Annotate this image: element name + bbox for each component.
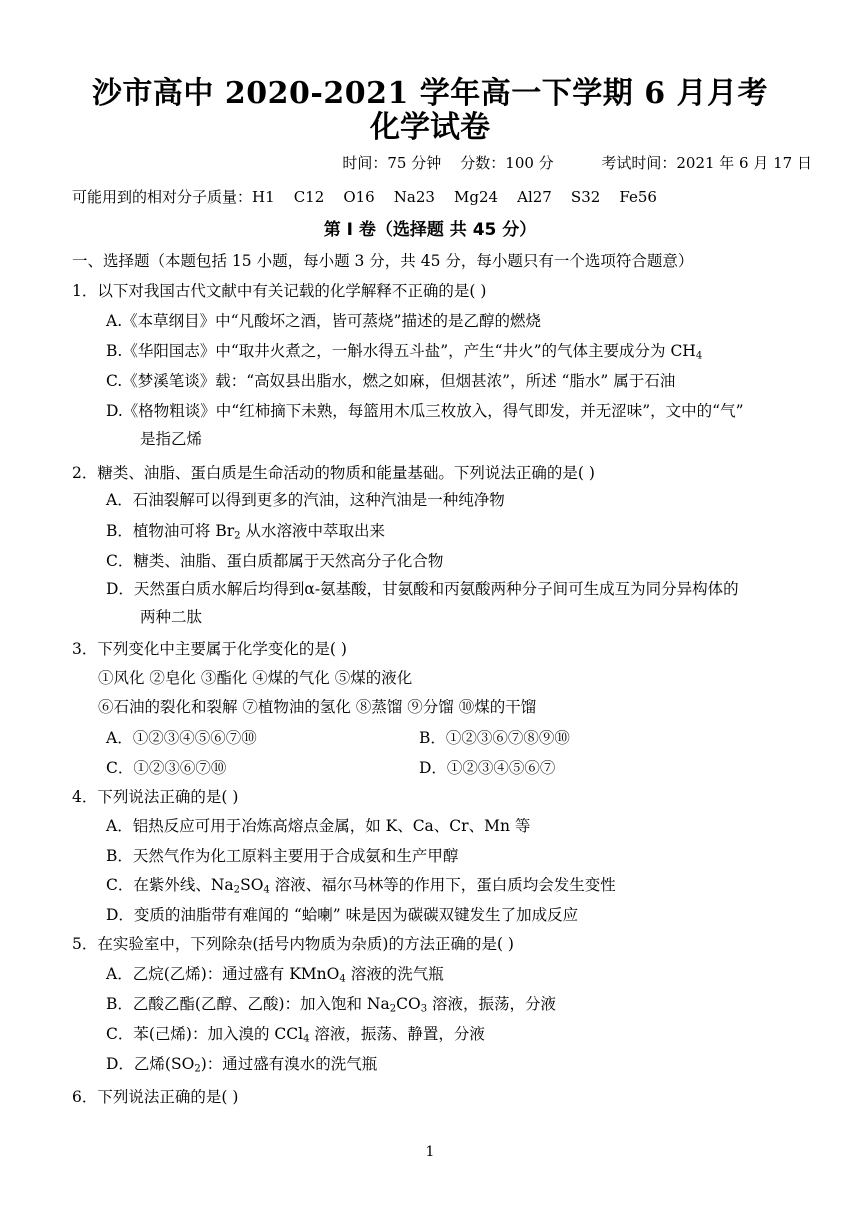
question-5-option-d: D．乙烯$(SO_2)$：通过盛有溴水的洗气瓶	[106, 1055, 378, 1075]
exam-title: 沙市高中 2020-2021 学年高一下学期 6 月月考	[91, 76, 769, 111]
question-6-stem: 6．下列说法正确的是( )	[72, 1088, 239, 1106]
question-1-option-a: A.《本草纲目》中“凡酸坏之酒，皆可蒸烧”描述的是乙醇的燃烧	[106, 312, 541, 330]
question-2-option-a: A．石油裂解可以得到更多的汽油，这种汽油是一种纯净物	[106, 491, 505, 509]
exam-meta: 时间：75 分钟 分数：100 分 考试时间：2021 年 6 月 17 日	[342, 154, 812, 172]
question-5-option-b: B．乙酸乙酯(乙醇、乙酸)：加入饱和 $Na_2CO_3$ 溶液，振荡，分液	[106, 995, 557, 1015]
question-2-option-c: C．糖类、油脂、蛋白质都属于天然高分子化合物	[106, 552, 444, 570]
question-4-stem: 4．下列说法正确的是( )	[72, 788, 239, 806]
page-number: 1	[425, 1144, 435, 1160]
question-4-option-a: A．铝热反应可用于冶炼高熔点金属，如 K、Ca、Cr、Mn 等	[106, 817, 531, 835]
question-3-items-row-2: ⑥石油的裂化和裂解 ⑦植物油的氢化 ⑧蒸馏 ⑨分馏 ⑩煤的干馏	[98, 698, 537, 716]
question-2-option-d: D．天然蛋白质水解后均得到α-氨基酸，甘氨酸和丙氨酸两种分子间可生成互为同分异构体的	[106, 580, 739, 598]
section-instructions: 一、选择题（本题包括 15 小题，每小题 3 分，共 45 分，每小题只有一个选项符合题意）	[72, 252, 694, 270]
question-3-option-a: A．①②③④⑤⑥⑦⑩	[106, 729, 257, 747]
question-1-option-c: C.《梦溪笔谈》载：“高奴县出脂水，燃之如麻，但烟甚浓”，所述 “脂水” 属于石油	[106, 372, 676, 390]
question-5-option-c: C．苯(己烯)：加入溴的 CCl$_4$ 溶液，振荡、静置，分液	[106, 1025, 485, 1045]
question-3-option-c: C．①②③⑥⑦⑩	[106, 759, 227, 777]
exam-subtitle: 化学试卷	[370, 110, 490, 145]
question-5-option-a: A．乙烷(乙烯)：通过盛有 KMnO$_4$ 溶液的洗气瓶	[106, 965, 444, 985]
question-2-stem: 2．糖类、油脂、蛋白质是生命活动的物质和能量基础。下列说法正确的是( )	[72, 464, 595, 482]
question-4-option-c: C．在紫外线、$Na_2SO_4$ 溶液、福尔马林等的作用下，蛋白质均会发生变性	[106, 876, 616, 896]
relative-masses: 可能用到的相对分子质量：H1 C12 O16 Na23 Mg24 Al27 S32 Fe56	[72, 188, 657, 206]
section-title: 第 Ⅰ 卷（选择题 共 45 分）	[323, 220, 537, 240]
question-3-option-b: B．①②③⑥⑦⑧⑨⑩	[419, 729, 570, 747]
question-4-option-b: B．天然气作为化工原料主要用于合成氨和生产甲醇	[106, 847, 459, 865]
question-3-option-d: D．①②③④⑤⑥⑦	[419, 759, 556, 777]
question-1-option-d: D.《格物粗谈》中“红柿摘下未熟，每篮用木瓜三枚放入，得气即发，并无涩味”，文中的“气”	[106, 402, 744, 420]
question-3-items-row-1: ①风化 ②皂化 ③酯化 ④煤的气化 ⑤煤的液化	[98, 669, 413, 687]
question-4-option-d: D．变质的油脂带有难闻的 “蛤喇” 味是因为碳碳双键发生了加成反应	[106, 906, 579, 924]
question-1-option-b: B.《华阳国志》中“取井火煮之，一斛水得五斗盐”，产生“井火”的气体主要成分为 $CH_4$	[106, 342, 703, 362]
question-2-option-b: B．植物油可将 $Br_2$ 从水溶液中萃取出来	[106, 522, 385, 542]
question-5-stem: 5．在实验室中，下列除杂(括号内物质为杂质)的方法正确的是( )	[72, 935, 514, 953]
question-2-option-d-continued: 两种二肽	[140, 608, 203, 626]
question-3-stem: 3．下列变化中主要属于化学变化的是( )	[72, 640, 347, 658]
question-1-option-d-continued: 是指乙烯	[140, 430, 203, 448]
question-1-stem: 1．以下对我国古代文献中有关记载的化学解释不正确的是( )	[72, 282, 487, 300]
